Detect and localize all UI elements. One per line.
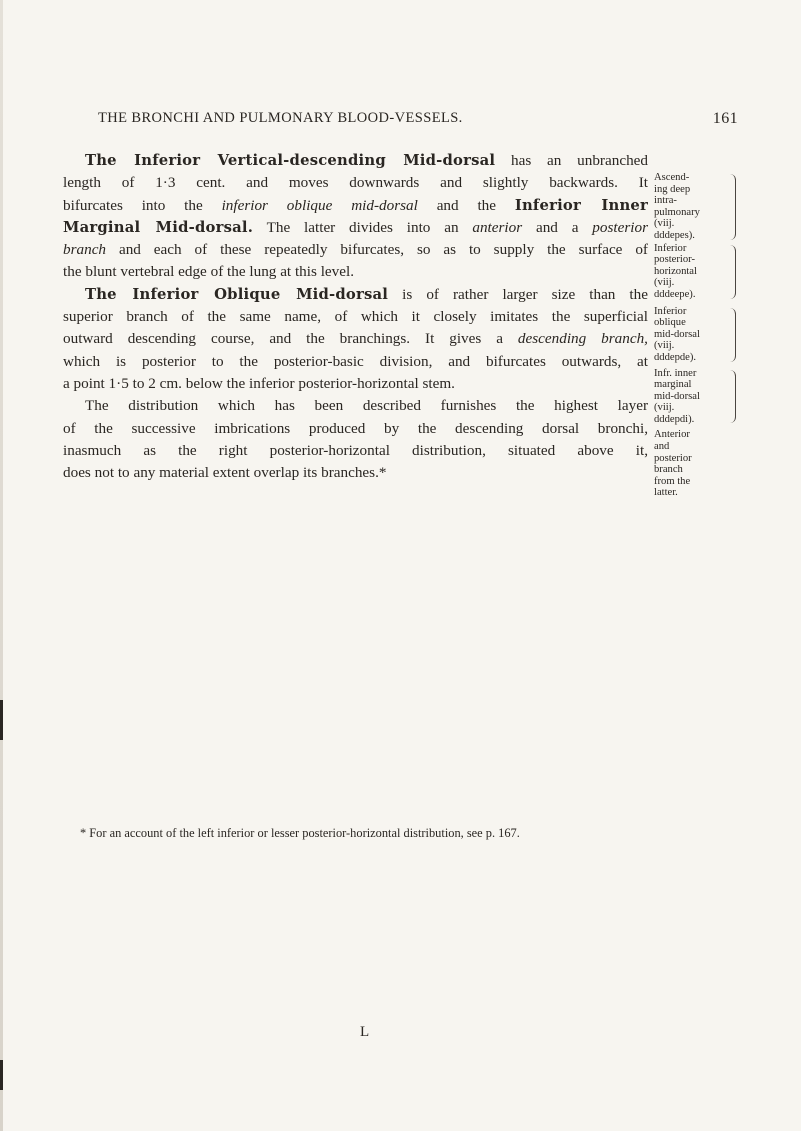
p2-line: superior branch of the same name, of which it closely imitates the superficial	[63, 308, 648, 326]
margin-note: Inferior posterior- horizontal (viij. dddeepe).	[654, 243, 732, 301]
brace-mark	[729, 174, 736, 240]
footnote: * For an account of the left inferior or lesser posterior-horizontal distribution, see p. 167.	[80, 826, 520, 840]
brace-mark	[729, 370, 736, 424]
p1-line: the blunt vertebral edge of the lung at this level.	[63, 263, 355, 281]
heading-inferior-inner: Inferior Inner	[514, 196, 649, 214]
page-number: 161	[712, 110, 738, 127]
signature-mark: L	[360, 1024, 370, 1040]
margin-note: Anterior and posterior branch from the latter.	[654, 429, 692, 499]
p1-line: Marginal Mid-dorsal. The latter divides into an anterior and a posterior	[63, 218, 648, 236]
body-text	[63, 150, 648, 484]
p1-line: bifurcates into the inferior oblique mid-dorsal and the Inferior Inner	[63, 196, 649, 214]
heading-marginal-mid-dorsal: Marginal Mid-dorsal.	[63, 218, 254, 236]
p3-line: of the successive imbrications produced by the descending dorsal bronchi,	[63, 419, 648, 437]
brace-mark	[729, 308, 736, 362]
margin-note: Ascend- ing deep intra- pulmonary (viij. dddepes).	[654, 172, 732, 242]
p1-line: length of 1·3 cent. and moves downwards and slightly backwards. It	[63, 174, 648, 192]
page-edge	[0, 0, 3, 1131]
running-head-title: THE BRONCHI AND PULMONARY BLOOD-VESSELS.	[98, 110, 463, 126]
p2-line: which is posterior to the posterior-basic division, and bifurcates outwards, at	[63, 352, 648, 370]
p2-line: The Inferior Oblique Mid-dorsal is of rather larger size than the	[85, 285, 648, 303]
margin-note: Inferior oblique mid-dorsal (viij. dddepde).	[654, 306, 732, 364]
edge-spot	[0, 1060, 3, 1090]
heading-inferior-oblique: The Inferior Oblique Mid-dorsal	[85, 285, 389, 303]
p2-line: outward descending course, and the branchings. It gives a descending branch,	[63, 330, 648, 348]
margin-notes	[654, 172, 732, 499]
p2-line: a point 1·5 to 2 cm. below the inferior posterior-horizontal stem.	[63, 374, 455, 392]
p1-line: branch and each of these repeatedly bifurcates, so as to supply the surface of	[63, 241, 648, 259]
p1-line: The Inferior Vertical-descending Mid-dorsal has an unbranched	[85, 152, 648, 169]
margin-note: Infr. inner marginal mid-dorsal (viij. dddepdi).	[654, 368, 732, 426]
p3-line: inasmuch as the right posterior-horizontal distribution, situated above it,	[63, 441, 648, 459]
p3-line: The distribution which has been described furnishes the highest layer	[85, 397, 648, 415]
heading-inferior-vertical-descending: The Inferior Vertical-descending Mid-dorsal	[85, 152, 496, 169]
brace-mark	[729, 245, 736, 299]
p3-line: does not to any material extent overlap its branches.*	[63, 464, 387, 482]
edge-spot	[0, 700, 3, 740]
